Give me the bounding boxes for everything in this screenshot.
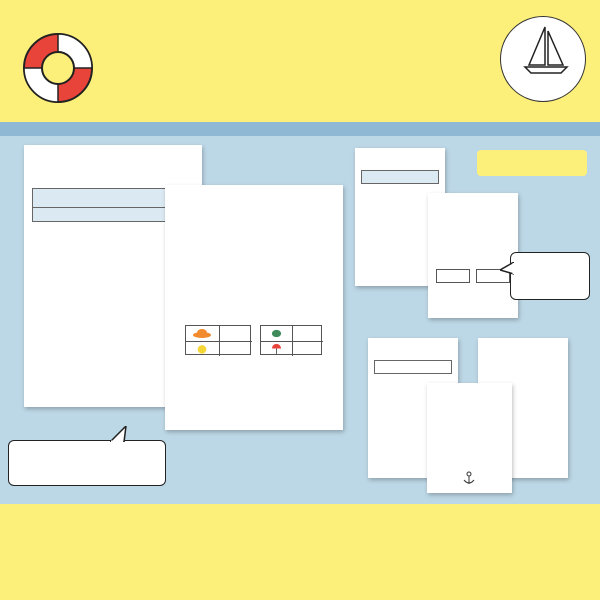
- thumb-grid: [436, 215, 510, 261]
- grade-badge: [477, 150, 587, 176]
- header-banner: [0, 0, 600, 122]
- sailboat-icon: [501, 17, 587, 77]
- diamond-icon: [12, 519, 23, 530]
- leaf-icon: [271, 328, 282, 339]
- feature-item-2: [14, 542, 29, 557]
- anchor-icon: [463, 471, 475, 485]
- hat-icon: [192, 328, 212, 338]
- speech-bubble-left: [8, 440, 166, 486]
- umbrella-icon: [271, 343, 282, 354]
- diamond-icon: [12, 543, 23, 554]
- header-stripe: [0, 122, 600, 136]
- bubble-tail-icon: [110, 426, 128, 442]
- brand-logo: [500, 16, 586, 102]
- symbol-box-left: [185, 325, 251, 355]
- worksheet-preview-2: [165, 185, 343, 430]
- life-buoy-icon: [18, 28, 98, 108]
- diamond-icon: [12, 567, 23, 578]
- feature-item-1: [14, 518, 29, 533]
- thumb-boxes: [436, 269, 510, 283]
- worksheet-thumb-5: [427, 383, 512, 493]
- feature-item-3: [14, 566, 29, 581]
- thumb-key-table: [361, 170, 439, 184]
- thumb-key-table: [374, 360, 452, 374]
- duck-icon: [196, 343, 208, 354]
- worksheet-thumb-2: [428, 193, 518, 318]
- symbol-box-right: [260, 325, 322, 355]
- features-footer: [0, 504, 600, 600]
- bubble-tail-icon: [500, 262, 514, 276]
- multiplication-grid: [183, 237, 327, 327]
- speech-bubble-right: [510, 252, 590, 300]
